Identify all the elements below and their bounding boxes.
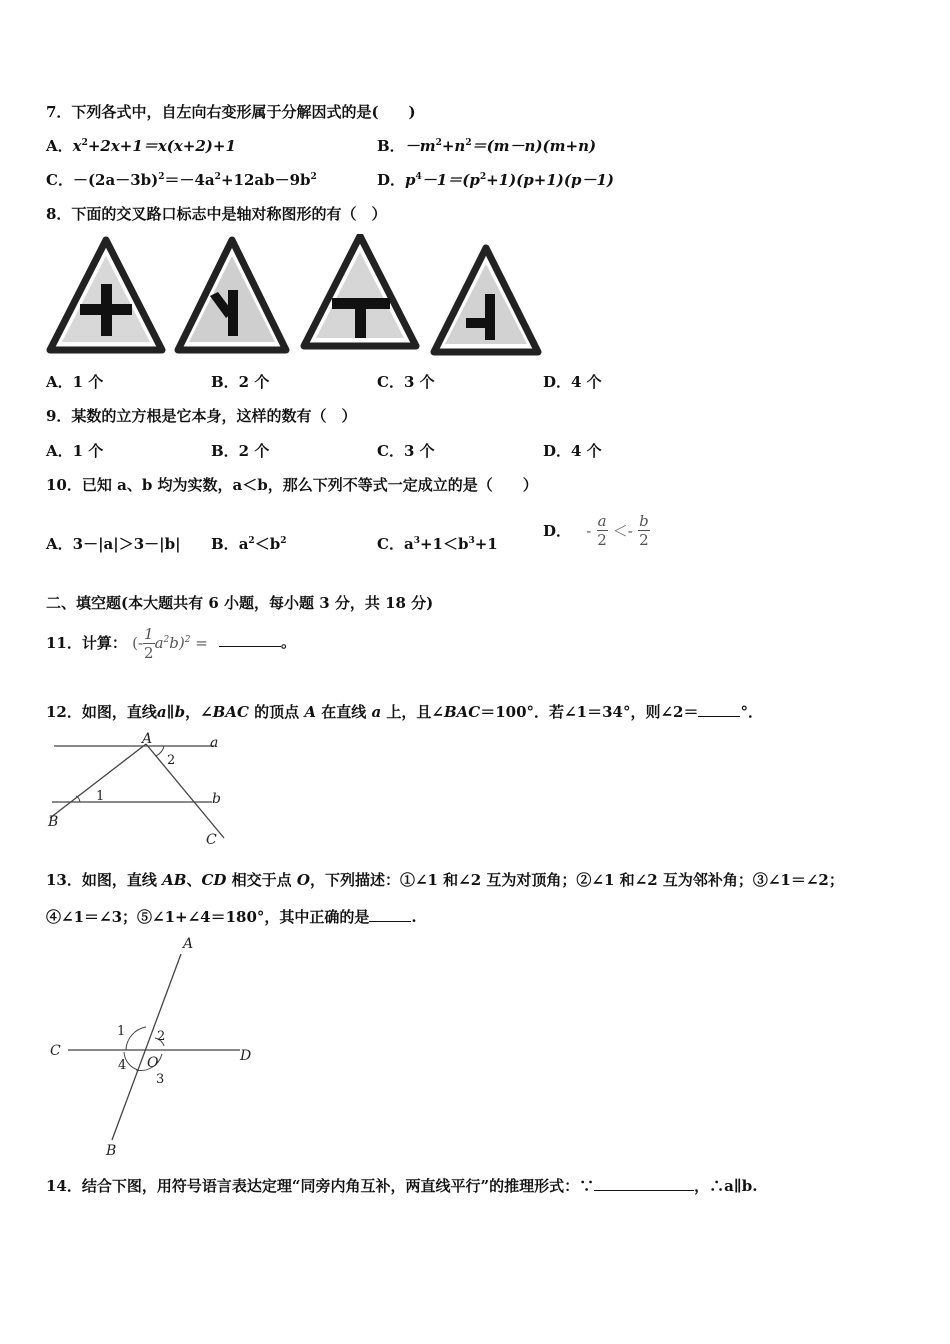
q13-line-2: ④∠1＝∠3；⑤∠1+∠4＝180°，其中正确的是 . [46, 908, 417, 926]
q8-stem: 8．下面的交叉路口标志中是轴对称图形的有（ ） [46, 205, 387, 223]
q12-figure [46, 732, 246, 848]
q10-option-b: B．$a^2<b^2$ [211, 535, 287, 553]
q11-answer-blank[interactable] [219, 632, 281, 647]
q12-answer-blank[interactable] [698, 702, 740, 717]
svg-text:D: D [240, 1048, 252, 1064]
t-junction-sign-icon [304, 236, 416, 346]
svg-text:B: B [48, 814, 59, 830]
q11-line: 11．计算： (- $\frac{1}{2}$ $a^2b)^2$ = 。 [46, 624, 297, 662]
q8-option-d: D．4 个 [543, 373, 602, 391]
q10-stem: 10．已知 a、b 均为实数，a＜b，那么下列不等式一定成立的是（ ） [46, 476, 538, 494]
q9-option-b: B．2 个 [211, 442, 270, 460]
q13-figure [46, 934, 266, 1160]
svg-text:a: a [210, 735, 219, 751]
q7-option-d: D．$p^4-1=(p^2+1)(p+1)(p-1)$ [377, 171, 614, 189]
svg-text:C: C [50, 1043, 61, 1059]
q9-option-a: A．1 个 [46, 442, 104, 460]
q9-option-c: C．3 个 [377, 442, 435, 460]
svg-text:C: C [206, 832, 217, 848]
q8-option-b: B．2 个 [211, 373, 270, 391]
q8-option-a: A．1 个 [46, 373, 104, 391]
svg-text:2: 2 [157, 1029, 166, 1044]
q9-stem: 9．某数的立方根是它本身，这样的数有（ ） [46, 407, 357, 425]
svg-text:1: 1 [96, 789, 105, 804]
svg-text:2: 2 [167, 753, 176, 768]
q13-answer-blank[interactable] [369, 907, 411, 922]
q7-option-c: C．$-(2a-3b)^2=-4a^2+12ab-9b^2$ [46, 171, 317, 189]
svg-text:B: B [106, 1143, 117, 1159]
svg-text:A: A [142, 732, 153, 747]
side-junction-sign-icon [434, 248, 538, 352]
svg-text:b: b [212, 791, 221, 807]
svg-text:3: 3 [156, 1072, 165, 1087]
q13-line-1: 13．如图，直线 AB、CD 相交于点 O，下列描述：①∠1 和∠2 互为对顶角；②∠1 和∠2 互为邻补角；③∠1＝∠2； [46, 871, 844, 889]
svg-text:1: 1 [117, 1024, 126, 1039]
q7-stem: 7．下列各式中，自左向右变形属于分解因式的是( ) [46, 103, 416, 121]
cross-junction-sign-icon [50, 240, 162, 350]
q10-option-d: D． - $\frac{a}{2}$ ＜- $\frac{b}{2}$ [543, 512, 649, 549]
q10-option-c: C．$a^3+1<b^3+1$ [377, 535, 498, 553]
q12-stem: 12．如图，直线a∥b，∠BAC 的顶点 A 在直线 a 上，且∠BAC＝100°．若∠1＝34°，则∠2＝ °． [46, 703, 763, 721]
q7-option-a: A．$x^2+2x+1=x(x+2)+1$ [46, 137, 236, 155]
q8-signs-figure [46, 234, 546, 356]
q9-option-d: D．4 个 [543, 442, 602, 460]
svg-text:O: O [147, 1055, 159, 1071]
q14-line: 14．结合下图，用符号语言表达定理“同旁内角互补，两直线平行”的推理形式：∵ ，∴a∥b. [46, 1177, 758, 1195]
svg-text:A: A [183, 936, 194, 952]
q14-answer-blank[interactable] [594, 1176, 694, 1191]
section-2-title: 二、填空题(本大题共有 6 小题，每小题 3 分，共 18 分) [46, 594, 434, 612]
y-junction-sign-icon [178, 240, 286, 350]
q8-option-c: C．3 个 [377, 373, 435, 391]
svg-text:4: 4 [118, 1058, 127, 1073]
q10-option-a: A．3－|a|＞3－|b| [46, 535, 181, 553]
q7-option-b: B．$-m^2+n^2=(m-n)(m+n)$ [377, 137, 597, 155]
